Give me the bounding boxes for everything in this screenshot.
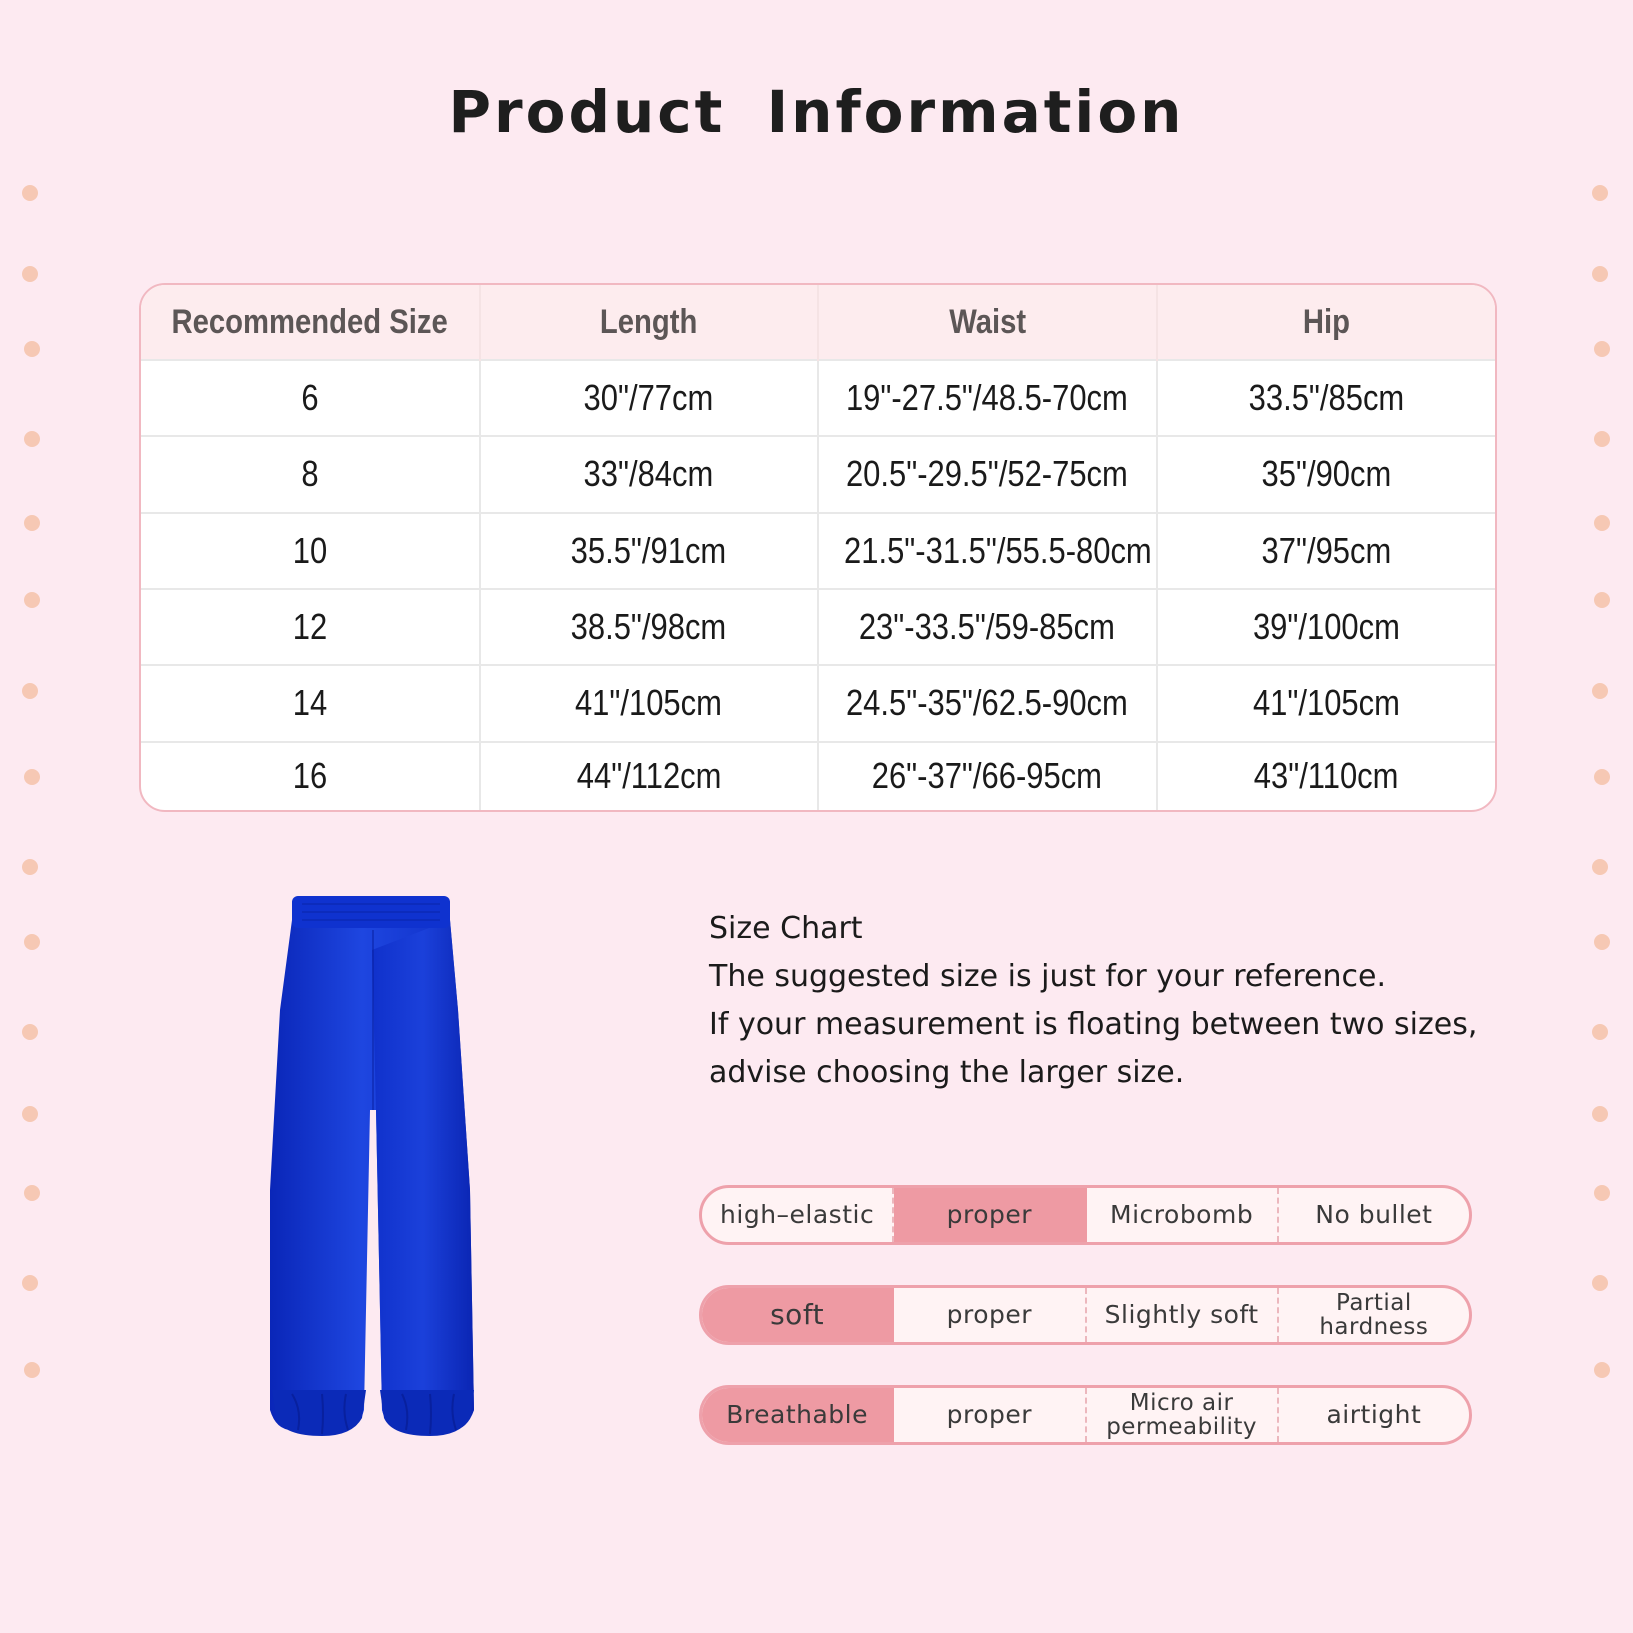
hip-cell: 33.5"/85cm <box>1157 360 1496 436</box>
column-header-recommended-size: Recommended Size <box>141 285 480 360</box>
elasticity-option-no-bullet: No bullet <box>1315 1200 1433 1229</box>
hip-cell: 39"/100cm <box>1157 589 1496 665</box>
hip-cell: 41"/105cm <box>1157 665 1496 741</box>
waist-cell: 24.5"-35"/62.5-90cm <box>818 665 1157 741</box>
table-row <box>141 742 1495 810</box>
waist-cell: 21.5"-31.5"/55.5-80cm <box>818 513 1157 589</box>
hip-cell: 37"/95cm <box>1157 513 1496 589</box>
column-header-hip: Hip <box>1302 302 1350 341</box>
size-cell: 6 <box>141 360 480 436</box>
softness-option-proper: proper <box>894 1288 1086 1342</box>
elasticity-option-proper-selected: proper <box>894 1188 1086 1242</box>
option-label-line: permeability <box>1106 1414 1258 1440</box>
table-row <box>141 589 1495 665</box>
table-row <box>141 665 1495 741</box>
waist-cell: 23"-33.5"/59-85cm <box>818 589 1157 665</box>
product-image-pants <box>262 890 482 1450</box>
waist-cell: 20.5"-29.5"/52-75cm <box>818 436 1157 512</box>
description-line: advise choosing the larger size. <box>709 1055 1185 1090</box>
column-header-length: Length <box>480 285 819 360</box>
page-title: Product Information <box>448 78 1185 146</box>
size-cell: 16 <box>141 742 480 810</box>
length-cell: 33"/84cm <box>480 436 819 512</box>
softness-option-partial-hardness <box>1279 1288 1469 1342</box>
column-header-waist: Waist <box>818 285 1157 360</box>
size-chart-table <box>139 283 1497 812</box>
hip-cell: 35"/90cm <box>1157 436 1496 512</box>
waist-cell: 19"-27.5"/48.5-70cm <box>818 360 1157 436</box>
description-line: If your measurement is floating between two sizes, <box>709 1007 1478 1042</box>
elasticity-option-high-elastic: high–elastic <box>702 1188 894 1242</box>
option-label-line: hardness <box>1319 1314 1429 1340</box>
size-cell: 14 <box>141 665 480 741</box>
elasticity-option-microbomb: Microbomb <box>1087 1188 1279 1242</box>
option-label-line: Micro air <box>1129 1390 1234 1416</box>
length-cell: 41"/105cm <box>480 665 819 741</box>
length-cell: 35.5"/91cm <box>480 513 819 589</box>
softness-scale <box>699 1285 1472 1345</box>
breathability-option-micro-air-permeability <box>1087 1388 1279 1442</box>
description-heading: Size Chart <box>709 911 863 946</box>
size-cell: 12 <box>141 589 480 665</box>
waist-cell: 26"-37"/66-95cm <box>818 742 1157 810</box>
breathability-option-proper: proper <box>894 1388 1086 1442</box>
hip-cell: 43"/110cm <box>1157 742 1496 810</box>
size-chart-description <box>709 905 1529 1097</box>
breathability-option-breathable-selected: Breathable <box>702 1388 894 1442</box>
description-line: The suggested size is just for your reference. <box>709 959 1386 994</box>
table-row <box>141 436 1495 512</box>
length-cell: 30"/77cm <box>480 360 819 436</box>
size-cell: 10 <box>141 513 480 589</box>
breathability-option-airtight: airtight <box>1326 1400 1422 1429</box>
length-cell: 38.5"/98cm <box>480 589 819 665</box>
table-row <box>141 513 1495 589</box>
elasticity-scale <box>699 1185 1472 1245</box>
table-row <box>141 360 1495 436</box>
length-cell: 44"/112cm <box>480 742 819 810</box>
softness-option-soft-selected: soft <box>702 1288 894 1342</box>
softness-option-slightly-soft: Slightly soft <box>1087 1288 1279 1342</box>
option-label-line: Partial <box>1335 1290 1412 1316</box>
table-header-row <box>141 285 1495 360</box>
size-cell: 8 <box>141 436 480 512</box>
breathability-scale <box>699 1385 1472 1445</box>
